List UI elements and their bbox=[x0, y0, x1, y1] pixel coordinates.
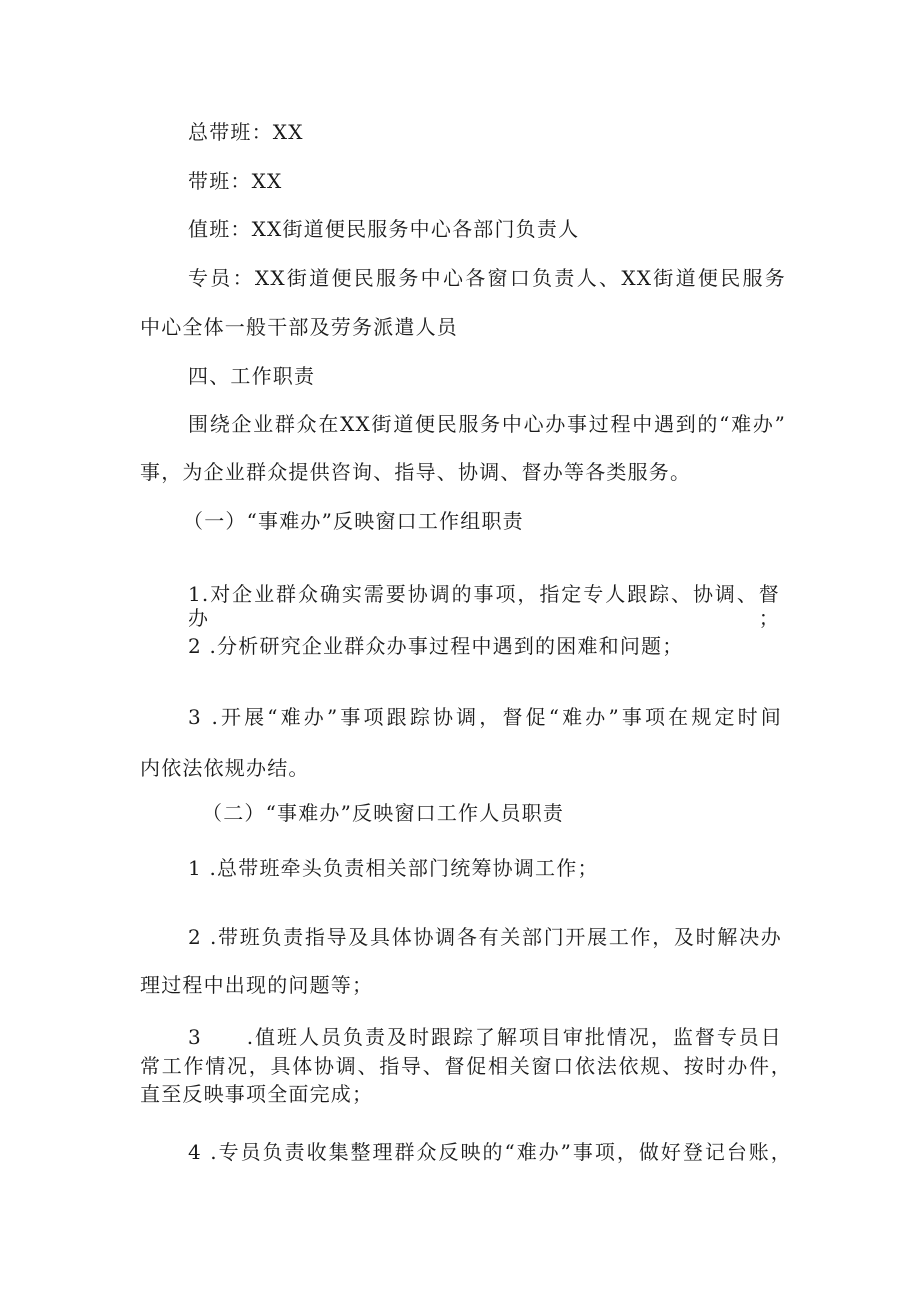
group-item-3-line-1: 3 .开展“难办”事项跟踪协调，督促“难办”事项在规定时间 bbox=[188, 705, 782, 729]
staff-item-1: 1 .总带班牵头负责相关部门统筹协调工作； bbox=[188, 856, 599, 880]
duty-specialist-line-1: 专员：XX街道便民服务中心各窗口负责人、XX街道便民服务 bbox=[188, 266, 786, 290]
staff-item-4-line-1: 4 .专员负责收集整理群众反映的“难办”事项，做好登记台账， bbox=[188, 1140, 792, 1164]
staff-item-3-line-2: 常工作情况，具体协调、指导、督促相关窗口依法依规、按时办件， bbox=[140, 1054, 792, 1078]
duty-on-duty: 值班：XX街道便民服务中心各部门负责人 bbox=[188, 217, 580, 241]
group-item-3-line-2: 内依法依规办结。 bbox=[140, 756, 310, 780]
paragraph-line-1: 围绕企业群众在XX街道便民服务中心办事过程中遇到的“难办” bbox=[188, 412, 786, 436]
subheading-working-group: （一）“事难办”反映窗口工作组职责 bbox=[183, 509, 524, 533]
staff-item-3-line-3: 直至反映事项全面完成； bbox=[140, 1082, 374, 1106]
subheading-staff: （二）“事难办”反映窗口工作人员职责 bbox=[202, 801, 565, 825]
section-heading-responsibilities: 四、工作职责 bbox=[188, 364, 316, 388]
staff-item-2-line-2: 理过程中出现的问题等； bbox=[140, 973, 374, 997]
staff-item-3-line-1: 3 .值班人员负责及时跟踪了解项目审批情况，监督专员日 bbox=[188, 1025, 782, 1049]
paragraph-line-2: 事，为企业群众提供咨询、指导、协调、督办等各类服务。 bbox=[140, 460, 692, 484]
group-item-2: 2 .分析研究企业群众办事过程中遇到的困难和问题； bbox=[188, 634, 684, 658]
staff-item-2-line-1: 2 .带班负责指导及具体协调各有关部门开展工作，及时解决办 bbox=[188, 925, 782, 949]
duty-shift-lead: 带班：XX bbox=[188, 169, 283, 193]
duty-specialist-line-2: 中心全体一般干部及劳务派遣人员 bbox=[140, 315, 458, 339]
group-item-1: 1.对企业群众确实需要协调的事项，指定专人跟踪、协调、督办； bbox=[188, 582, 780, 630]
duty-general-shift: 总带班：XX bbox=[188, 120, 304, 144]
